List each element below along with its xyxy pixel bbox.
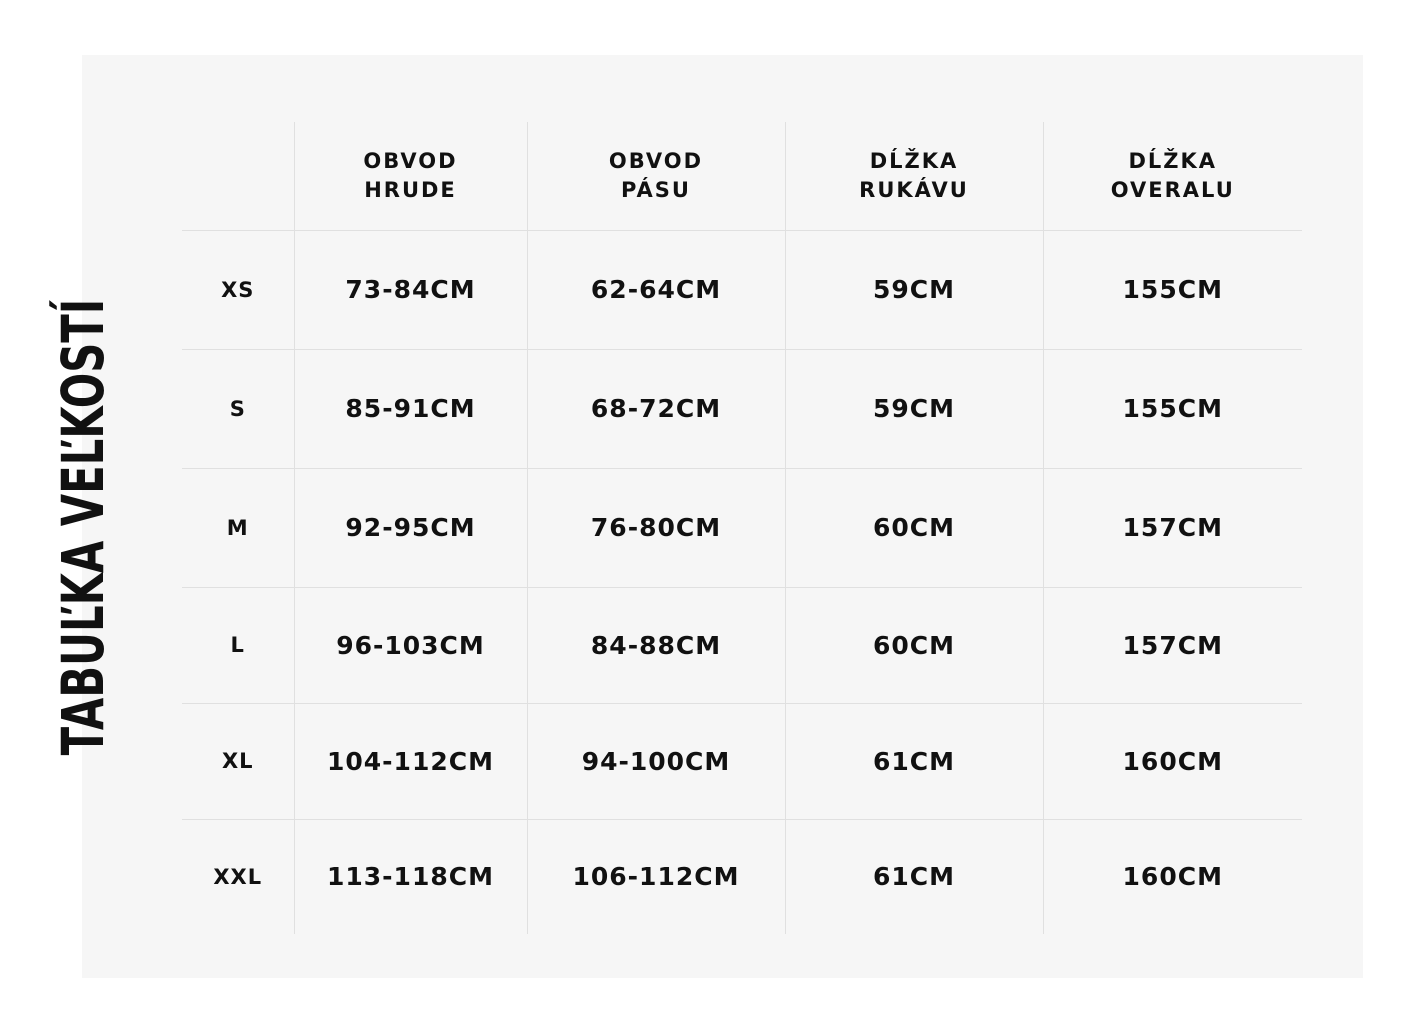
chest-value: 85-91CM [294,349,527,468]
waist-value: 76-80CM [527,468,785,587]
overall-value: 157CM [1043,468,1302,587]
table-row [182,349,1302,468]
page-title-text: TABUĽKA VEĽKOSTÍ [49,298,117,756]
header-row [182,122,1302,230]
waist-value: 94-100CM [527,703,785,819]
header-sleeve-line2: RUKÁVU [859,177,969,202]
size-label: M [182,468,294,587]
waist-value: 62-64CM [527,230,785,349]
overall-value: 160CM [1043,819,1302,934]
size-label: XL [182,703,294,819]
chest-value: 113-118CM [294,819,527,934]
chest-value: 104-112CM [294,703,527,819]
size-label: L [182,587,294,703]
overall-value: 155CM [1043,230,1302,349]
sleeve-value: 60CM [785,468,1043,587]
header-waist [527,122,785,230]
header-size-column [182,122,294,230]
table-row [182,230,1302,349]
overall-value: 157CM [1043,587,1302,703]
size-table [182,122,1302,934]
header-chest-line1: OBVOD [363,148,458,173]
header-overall [1043,122,1302,230]
header-chest [294,122,527,230]
waist-value: 84-88CM [527,587,785,703]
header-overall-line1: DĹŽKA [1128,148,1218,173]
chest-value: 73-84CM [294,230,527,349]
table-row [182,468,1302,587]
sleeve-value: 61CM [785,819,1043,934]
header-overall-line2: OVERALU [1110,177,1235,202]
sleeve-value: 59CM [785,230,1043,349]
header-chest-line2: HRUDE [364,177,457,202]
sleeve-value: 61CM [785,703,1043,819]
header-sleeve [785,122,1043,230]
overall-value: 160CM [1043,703,1302,819]
table-row [182,703,1302,819]
overall-value: 155CM [1043,349,1302,468]
waist-value: 68-72CM [527,349,785,468]
header-waist-line2: PÁSU [621,177,691,202]
size-label: XXL [213,864,263,889]
size-label: S [182,349,294,468]
table-row [182,819,1302,934]
size-label: XS [182,230,294,349]
table-row [182,587,1302,703]
sleeve-value: 59CM [785,349,1043,468]
sleeve-value: 60CM [785,587,1043,703]
waist-value: 106-112CM [527,819,785,934]
page-title [49,210,117,844]
header-sleeve-line1: DĹŽKA [869,148,959,173]
chest-value: 92-95CM [294,468,527,587]
chest-value: 96-103CM [294,587,527,703]
header-waist-line1: OBVOD [608,148,704,173]
